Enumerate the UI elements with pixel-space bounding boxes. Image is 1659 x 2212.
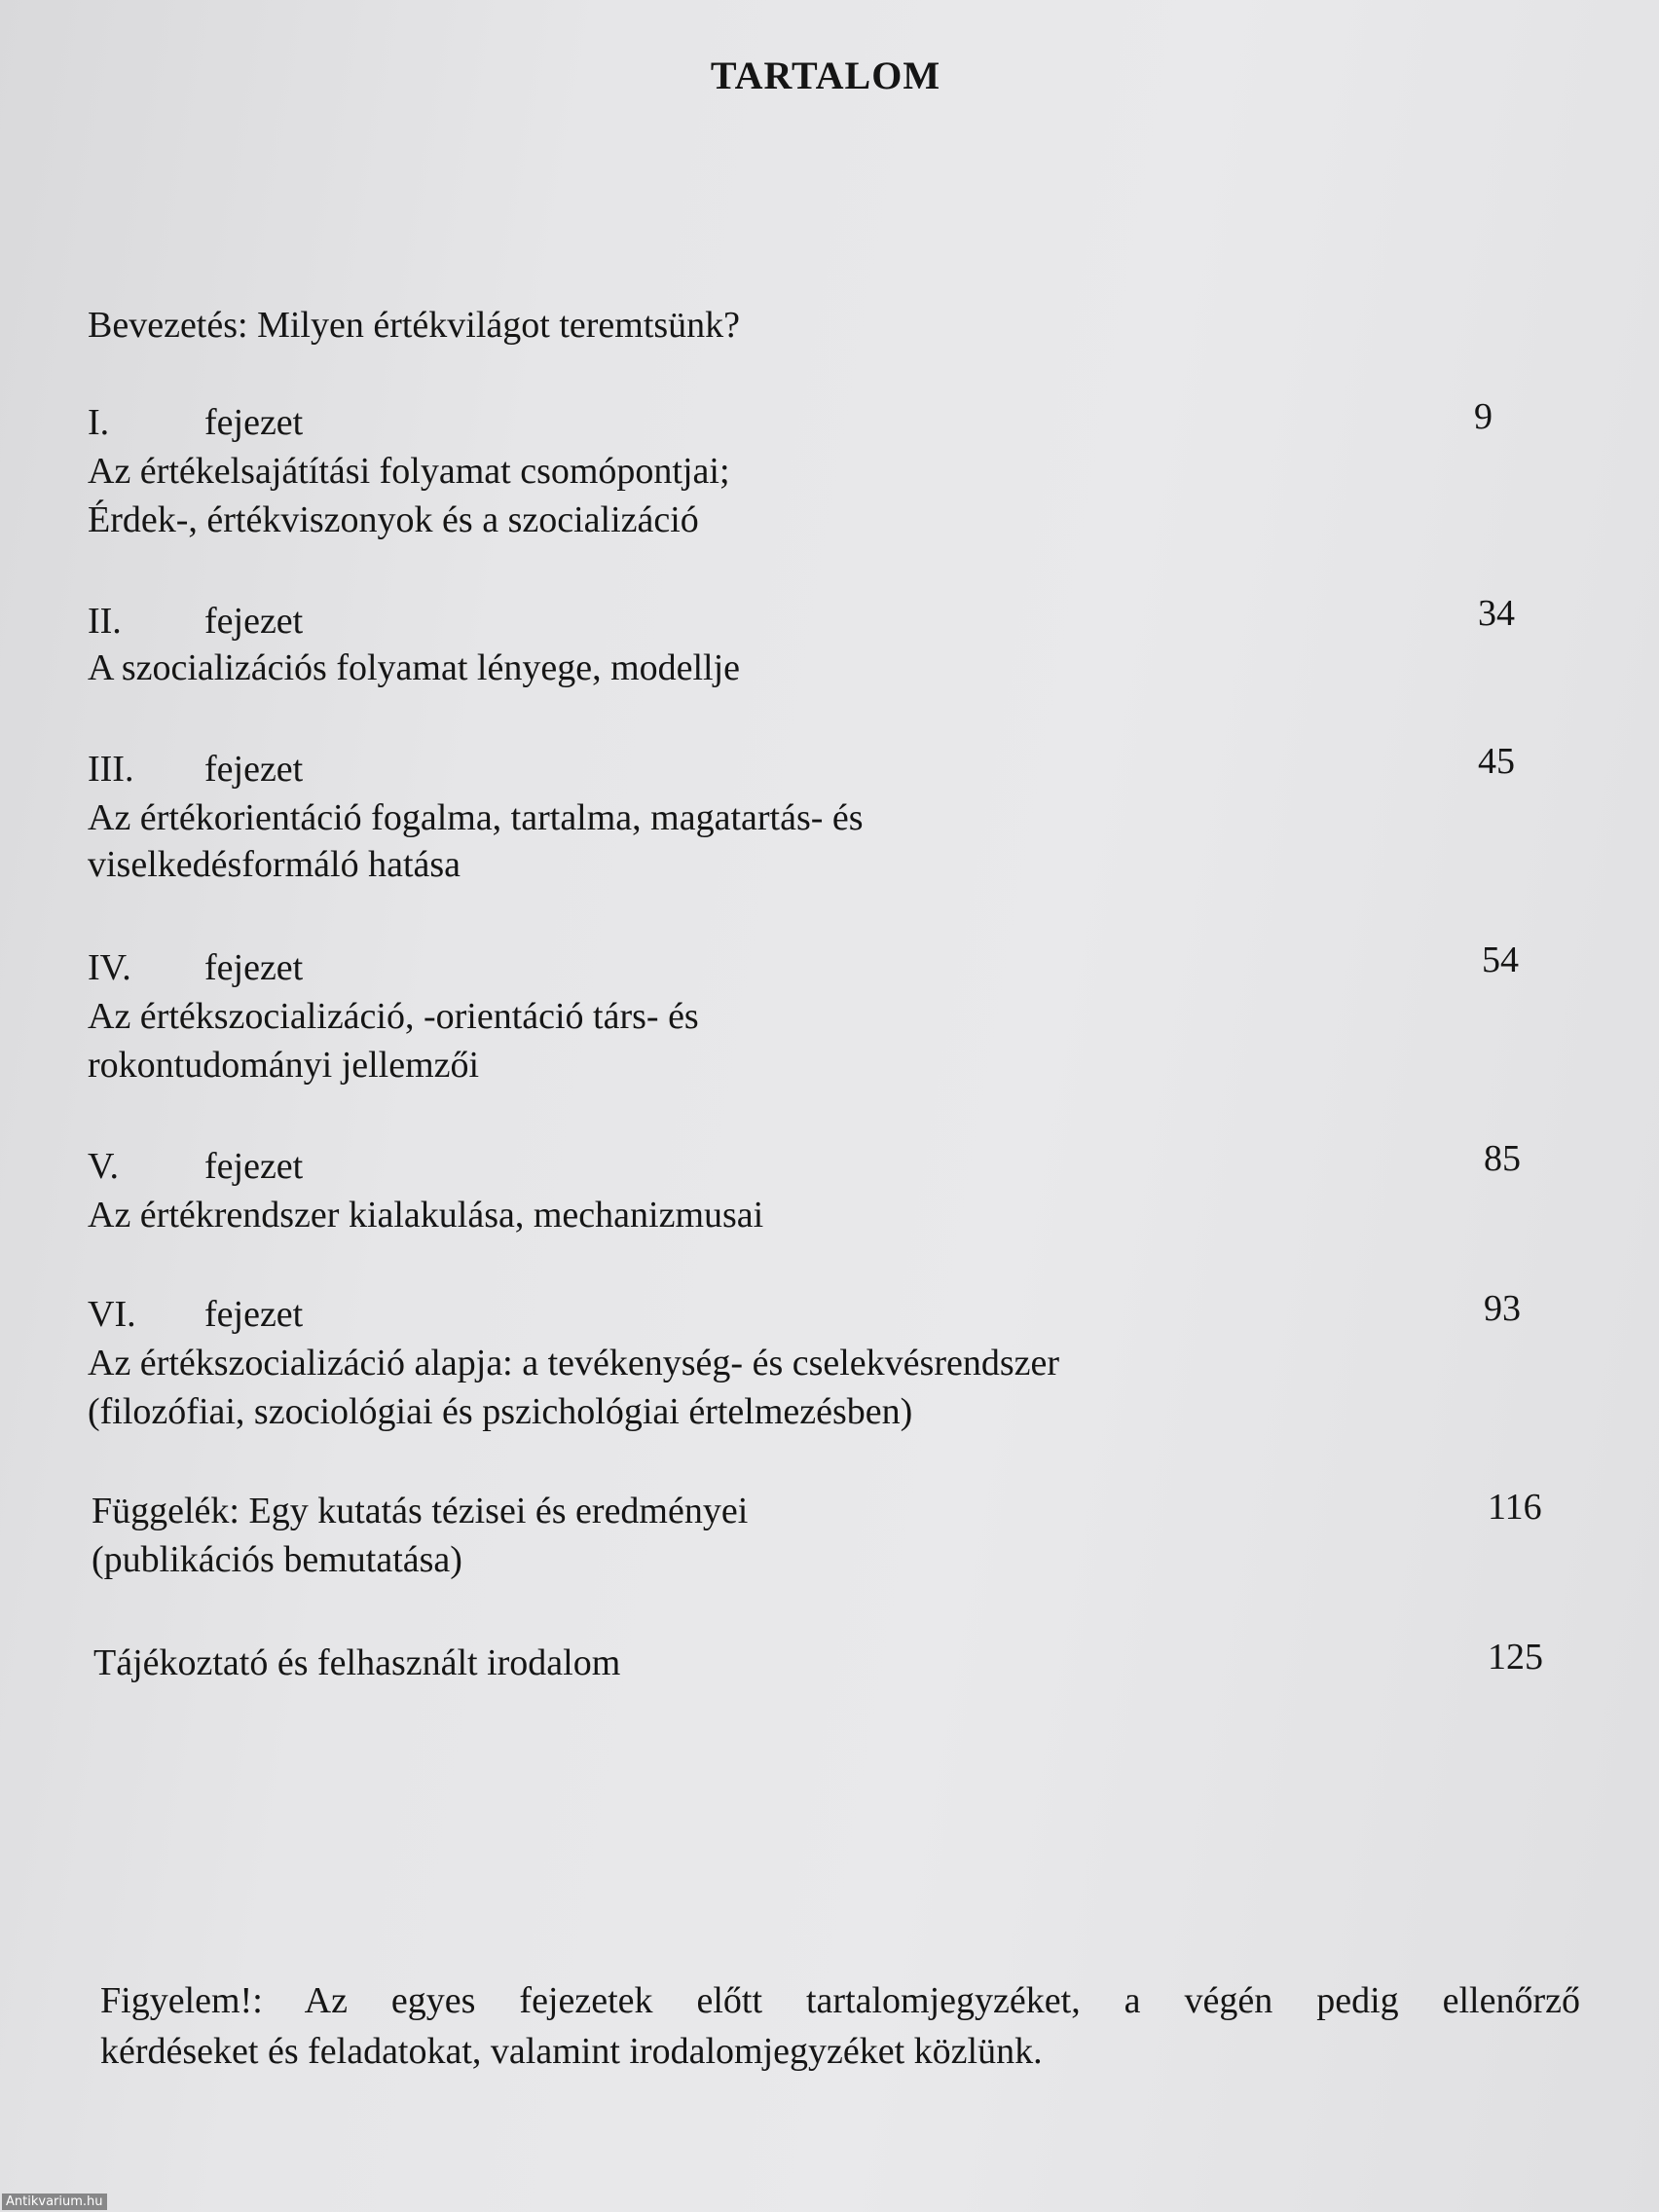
chapter-5-title-line-1: Az értékrendszer kialakulása, mechanizmusai xyxy=(88,1195,764,1235)
appendix-title-line-2: (publikációs bemutatása) xyxy=(92,1539,462,1580)
chapter-5-roman: V. xyxy=(88,1146,120,1187)
chapter-1-title-line-2: Érdek-, értékviszonyok és a szocializáció xyxy=(88,499,699,540)
chapter-3-title-line-2: viselkedésformáló hatása xyxy=(88,844,461,885)
chapter-6-title-line-1: Az értékszocializáció alapja: a tevékenység- és cselekvésrendszer xyxy=(88,1343,1060,1383)
chapter-2-label: fejezet xyxy=(204,601,304,642)
chapter-6-roman: VI. xyxy=(88,1294,136,1335)
references-entry: Tájékoztató és felhasznált irodalom xyxy=(93,1642,621,1683)
note-line-1: Figyelem!: Az egyes fejezetek előtt tartalomjegyzéket, a végén pedig ellenőrző xyxy=(100,1980,1580,2021)
chapter-1-page: 9 xyxy=(1474,396,1493,437)
references-page: 125 xyxy=(1488,1637,1543,1677)
chapter-5-label: fejezet xyxy=(204,1146,304,1187)
appendix-title-line-1: Függelék: Egy kutatás tézisei és eredményei xyxy=(92,1491,749,1531)
chapter-1-label: fejezet xyxy=(204,402,304,443)
chapter-5-heading xyxy=(88,1145,303,1188)
chapter-6-label: fejezet xyxy=(204,1294,304,1335)
chapter-1-roman: I. xyxy=(88,402,110,443)
chapter-2-heading xyxy=(88,600,303,643)
chapter-1-heading xyxy=(88,401,303,444)
chapter-4-heading xyxy=(88,946,303,989)
chapter-6-title-line-2: (filozófiai, szociológiai és pszichológiai értelmezésben) xyxy=(88,1391,913,1432)
chapter-5-page: 85 xyxy=(1484,1138,1521,1179)
watermark-logo: Antikvarium.hu xyxy=(2,2194,107,2210)
title-text: TARTALOM xyxy=(710,54,941,97)
chapter-4-label: fejezet xyxy=(204,947,304,988)
chapter-3-page: 45 xyxy=(1478,741,1515,782)
chapter-4-page: 54 xyxy=(1482,940,1519,980)
chapter-2-page: 34 xyxy=(1478,593,1515,634)
chapter-2-roman: II. xyxy=(88,601,122,642)
chapter-4-title-line-1: Az értékszocializáció, -orientáció társ- és xyxy=(88,996,699,1037)
page-title xyxy=(0,53,1659,98)
chapter-3-heading xyxy=(88,748,303,791)
chapter-3-roman: III. xyxy=(88,749,134,790)
intro-entry: Bevezetés: Milyen értékvilágot teremtsünk? xyxy=(88,305,741,346)
note-line-2: kérdéseket és feladatokat, valamint irodalomjegyzéket közlünk. xyxy=(100,2031,1043,2072)
chapter-4-roman: IV. xyxy=(88,947,131,988)
appendix-page: 116 xyxy=(1488,1487,1542,1528)
chapter-3-label: fejezet xyxy=(204,749,304,790)
chapter-6-page: 93 xyxy=(1484,1288,1521,1329)
chapter-1-title-line-1: Az értékelsajátítási folyamat csomópontjai; xyxy=(88,451,730,492)
chapter-6-heading xyxy=(88,1293,303,1336)
chapter-2-title-line-1: A szocializációs folyamat lényege, modellje xyxy=(88,647,741,688)
chapter-3-title-line-1: Az értékorientáció fogalma, tartalma, magatartás- és xyxy=(88,797,864,838)
chapter-4-title-line-2: rokontudományi jellemzői xyxy=(88,1045,480,1086)
